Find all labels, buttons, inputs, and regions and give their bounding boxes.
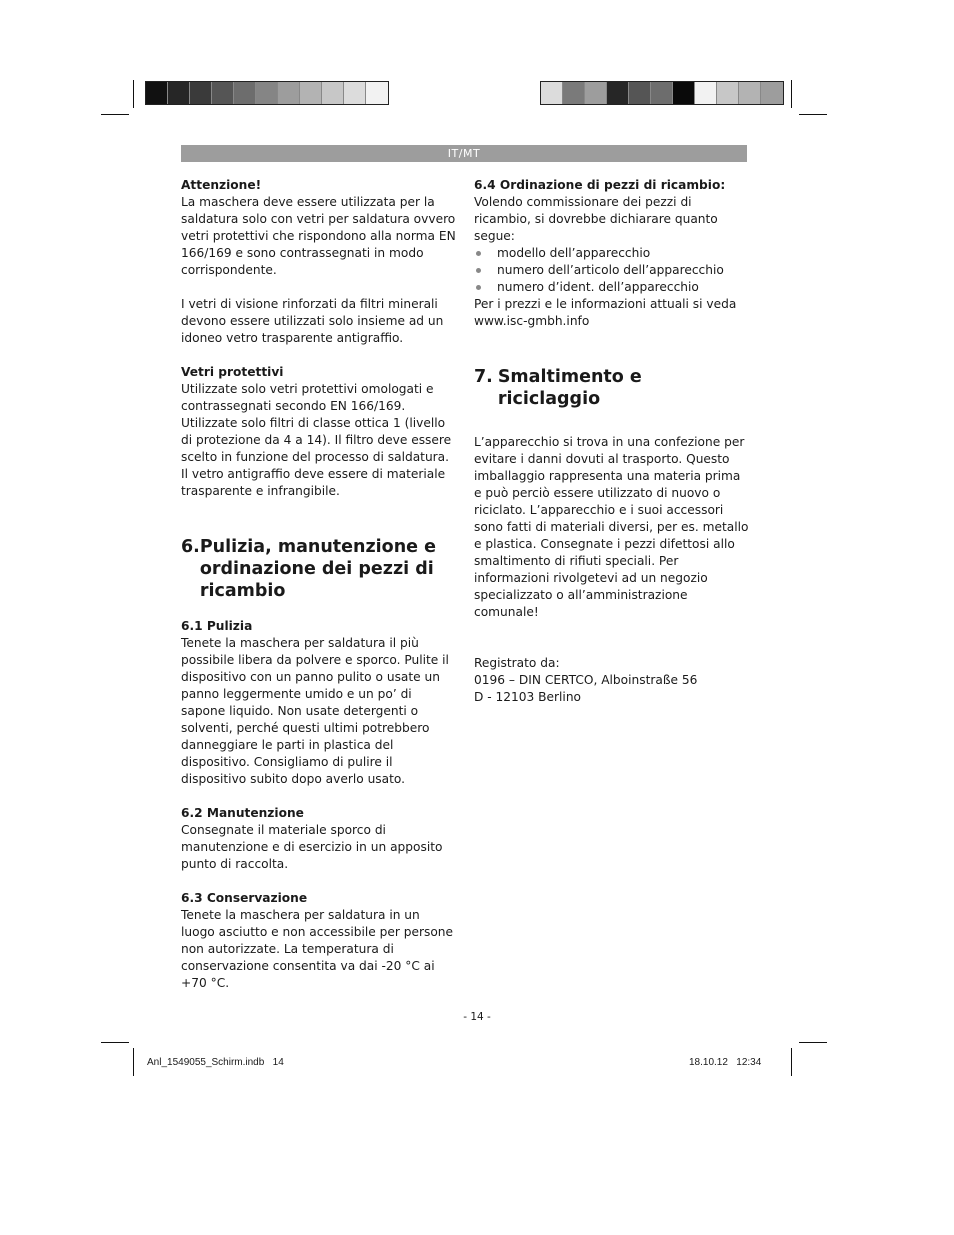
color-swatch	[168, 82, 190, 104]
list-item: modello dell’apparecchio	[474, 245, 749, 262]
crop-mark	[791, 1048, 792, 1076]
attention-text: La maschera deve essere utilizzata per la saldatura solo con vetri per saldatura ovvero vetri protettivi che rispondono alla norma EN 166/169 e sono contrassegnati in modo corrispondente.	[181, 195, 456, 277]
color-swatch	[563, 82, 585, 104]
color-swatch	[761, 82, 783, 104]
color-swatch	[256, 82, 278, 104]
section-6-2-text: Consegnate il materiale sporco di manutenzione e di esercizio in un apposito punto di raccolta.	[181, 823, 443, 871]
registered-address-line-2: D - 12103 Berlino	[474, 690, 581, 704]
color-swatch	[278, 82, 300, 104]
registered-address-line-1: 0196 – DIN CERTCO, Alboinstraße 56	[474, 673, 698, 687]
list-item: numero dell’articolo dell’apparecchio	[474, 262, 749, 279]
chapter-7-number: 7.	[474, 367, 493, 387]
disposal-text: L’apparecchio si trova in una confezione per evitare i danni dovuti al trasporto. Questo imballaggio rappresenta una materia prima e può perciò essere utilizzato di nuovo o riciclato. L’apparecchio e i suoi accessori sono fatti di materiali diversi, per es. metallo e plastica. Consegnate i pezzi difettosi allo smaltimento di rifiuti speciali. Per informazioni rivolgetevi ad un negozio specializzato o all’amministrazione comunale!	[474, 435, 749, 619]
section-6-2-title: 6.2 Manutenzione	[181, 806, 304, 820]
right-column	[474, 177, 749, 706]
color-calibration-bar-left	[145, 81, 389, 105]
chapter-6-heading	[181, 536, 456, 602]
crop-mark	[799, 114, 827, 115]
color-calibration-bar-right	[540, 81, 784, 105]
section-6-3-text: Tenete la maschera per saldatura in un luogo asciutto e non accessibile per persone non autorizzate. La temperatura di conservazione consentita va dai -20 °C ai +70 °C.	[181, 908, 454, 990]
crop-mark	[101, 1042, 129, 1043]
protective-glass-title: Vetri protettivi	[181, 365, 284, 379]
color-swatch	[190, 82, 212, 104]
color-swatch	[212, 82, 234, 104]
chapter-6-number: 6.	[181, 537, 200, 557]
section-6-4-outro: Per i prezzi e le informazioni attuali si veda www.isc-gmbh.info	[474, 297, 737, 328]
registered-label: Registrato da:	[474, 656, 560, 670]
color-swatch	[146, 82, 168, 104]
footer-filename: Anl_1549055_Schirm.indb 14	[147, 1057, 284, 1068]
bullet-icon	[476, 285, 481, 290]
spare-parts-list	[474, 245, 749, 296]
color-swatch	[234, 82, 256, 104]
color-swatch	[322, 82, 344, 104]
language-header: IT/MT	[181, 145, 747, 162]
color-swatch	[541, 82, 563, 104]
bullet-icon	[476, 268, 481, 273]
footer-datetime: 18.10.12 12:34	[689, 1057, 762, 1068]
crop-mark	[799, 1042, 827, 1043]
color-swatch	[651, 82, 673, 104]
protective-glass-text: Utilizzate solo vetri protettivi omologati e contrassegnati secondo EN 166/169. Utilizzate solo filtri di classe ottica 1 (livello di protezione da 4 a 14). Il filtro deve essere scelto in funzione del processo di saldatura. Il vetro antigraffio deve essere di materiale trasparente e infrangibile.	[181, 382, 452, 498]
color-swatch	[695, 82, 717, 104]
section-6-4-title: 6.4 Ordinazione di pezzi di ricambio:	[474, 178, 726, 192]
list-item: numero d’ident. dell’apparecchio	[474, 279, 749, 296]
chapter-7-heading	[474, 366, 749, 410]
crop-mark	[133, 80, 134, 108]
color-swatch	[300, 82, 322, 104]
section-6-3-title: 6.3 Conservazione	[181, 891, 308, 905]
section-6-1-text: Tenete la maschera per saldatura il più possibile libera da polvere e sporco. Pulite il dispositivo con un panno pulito o usate un panno leggermente umido e un po’ di sapone liquido. Non usate detergenti o solventi, perché questi ultimi potrebbero danneggiare le parti in plastica del dispositivo. Consigliamo di pulire il dispositivo subito dopo averlo usato.	[181, 636, 449, 786]
color-swatch	[366, 82, 388, 104]
color-swatch	[739, 82, 761, 104]
color-swatch	[629, 82, 651, 104]
color-swatch	[717, 82, 739, 104]
color-swatch	[344, 82, 366, 104]
bullet-icon	[476, 251, 481, 256]
attention-title: Attenzione!	[181, 178, 262, 192]
vision-glass-text: I vetri di visione rinforzati da filtri minerali devono essere utilizzati solo insieme ad un idoneo vetro trasparente antigraffio.	[181, 297, 444, 345]
color-swatch	[585, 82, 607, 104]
color-swatch	[607, 82, 629, 104]
section-6-4-intro: Volendo commissionare dei pezzi di ricambio, si dovrebbe dichiarare quanto segue:	[474, 195, 718, 243]
chapter-7-title: Smaltimento e riciclaggio	[497, 367, 642, 409]
page-number: - 14 -	[463, 1011, 491, 1023]
chapter-6-title: Pulizia, manutenzione e ordinazione dei pezzi di ricambio	[199, 537, 436, 601]
section-6-1-title: 6.1 Pulizia	[181, 619, 253, 633]
crop-mark	[791, 80, 792, 108]
left-column	[181, 177, 456, 992]
crop-mark	[133, 1048, 134, 1076]
color-swatch	[673, 82, 695, 104]
crop-mark	[101, 114, 129, 115]
